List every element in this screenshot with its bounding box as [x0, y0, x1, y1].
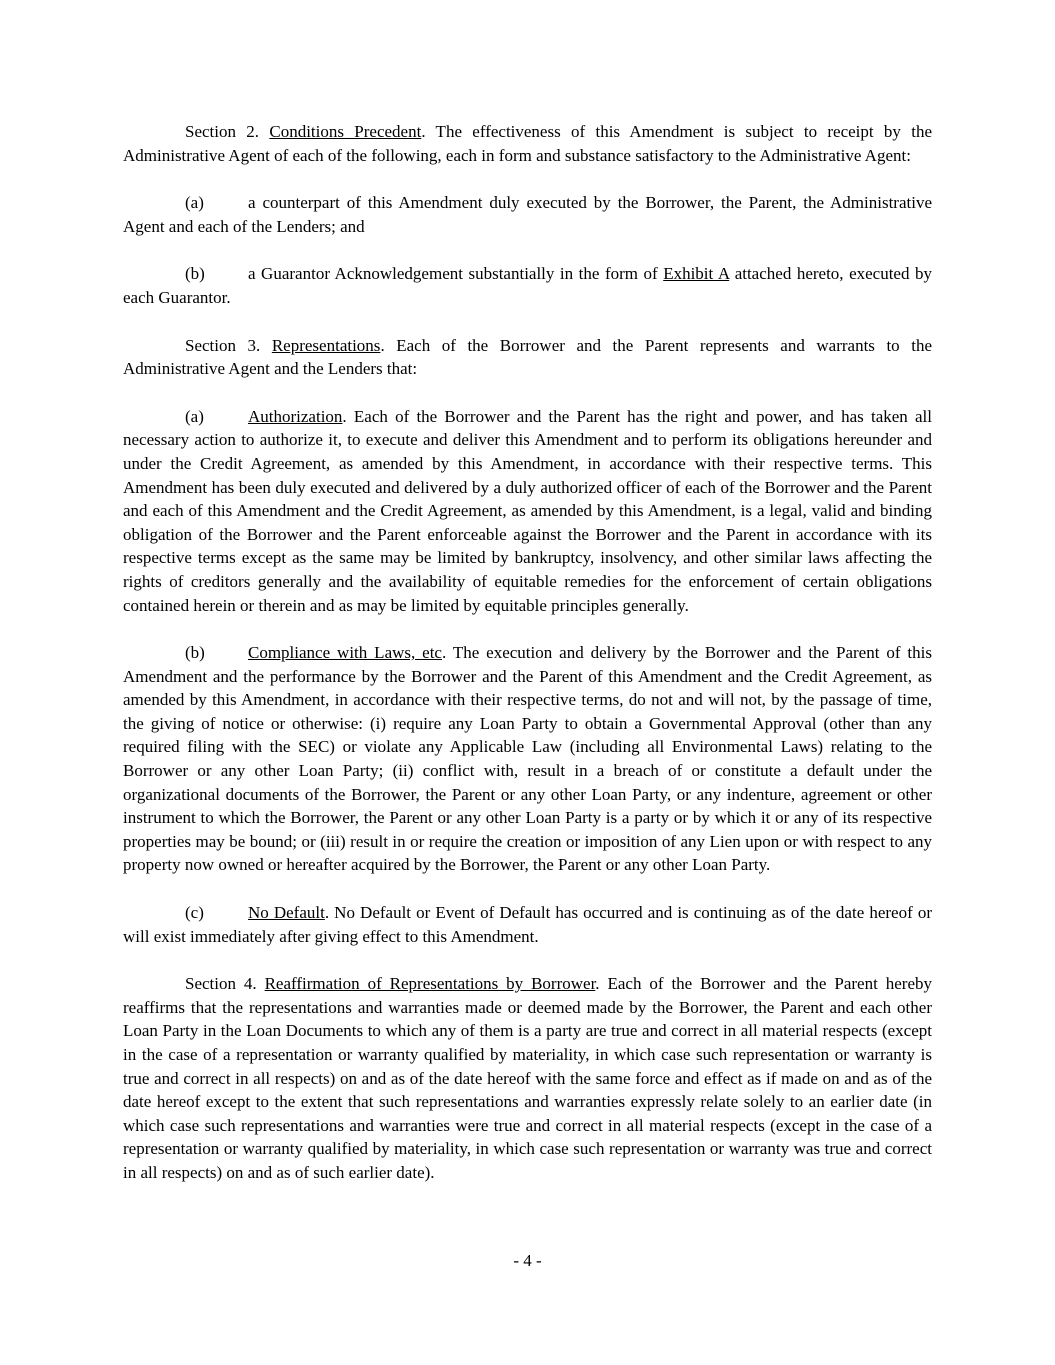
underlined-heading-text: Conditions Precedent	[269, 122, 422, 141]
text-run: . Each of the Borrower and the Parent represents and warrants to the Administrative Agent and the Lenders that:	[123, 335, 932, 379]
text-run: . No Default or Event of Default has occurred and is continuing as of the date hereof or will exist immediately after giving effect to this Amendment.	[123, 903, 932, 946]
underlined-exhibit-reference: Exhibit A	[663, 264, 730, 284]
text-run: Section 2.	[185, 122, 270, 141]
list-item-label: (b)	[185, 643, 205, 663]
list-item-label: (a)	[185, 193, 204, 213]
paragraph-item-a-counterpart	[123, 191, 932, 238]
list-item-label: (c)	[185, 903, 204, 923]
text-run: attached hereto, executed by each Guarantor.	[123, 264, 932, 307]
text-run: . Each of the Borrower and the Parent has the right and power, and has taken all necessary action to authorize it, to execute and deliver this Amendment and to perform its obligations hereunder and under the Credit Agreement, as amended by this Amendment, in accordance with their respective terms. This Amendment has been duly executed and delivered by a duly authorized officer of each of the Borrower and the Parent and each of this Amendment and the Credit Agreement, as amended by this Amendment, is a legal, valid and binding obligation of the Borrower and the Parent enforceable against the Borrower and the Parent in accordance with its respective terms except as the same may be limited by bankruptcy, insolvency, and other similar laws affecting the rights of creditors generally and the availability of equitable remedies for the enforcement of certain obligations contained herein or therein and as may be limited by equitable principles generally.	[123, 406, 932, 615]
underlined-subheading-text: Authorization	[248, 406, 343, 426]
list-item-label: (b)	[185, 264, 205, 284]
paragraph-item-b-guarantor	[123, 262, 932, 309]
underlined-subheading-text: Compliance with Laws, etc	[248, 643, 442, 663]
paragraph-section-2-heading	[123, 120, 932, 167]
underlined-heading-text: Representations	[271, 335, 381, 355]
text-run: a counterpart of this Amendment duly executed by the Borrower, the Parent, the Administrative Agent and each of the Lenders; and	[123, 193, 932, 236]
paragraph-item-c-no-default	[123, 901, 932, 948]
paragraph-section-4-heading	[123, 972, 932, 1184]
underlined-subheading-text: No Default	[248, 903, 325, 923]
text-run: Section 3.	[185, 335, 272, 355]
paragraph-item-b-compliance	[123, 641, 932, 877]
text-run: . The execution and delivery by the Borrower and the Parent of this Amendment and the performance by the Borrower and the Parent of this Amendment and the Credit Agreement, as amended by this Amendment, in accordance with their respective terms, do not and will not, by the passage of time, the giving of notice or otherwise: (i) require any Loan Party to obtain a Governmental Approval (other than any required filing with the SEC) or violate any Applicable Law (including all Environmental Laws) relating to the Borrower or any other Loan Party; (ii) conflict with, result in a breach of or constitute a default under the organizational documents of the Borrower, the Parent or any other Loan Party, or any indenture, agreement or other instrument to which the Borrower, the Parent or any other Loan Party is a party or by which it or any of its respective properties may be bound; or (iii) result in or require the creation or imposition of any Lien upon or with respect to any property now owned or hereafter acquired by the Borrower, the Parent or any other Loan Party.	[123, 643, 932, 875]
paragraph-item-a-authorization	[123, 405, 932, 617]
text-run: . The effectiveness of this Amendment is subject to receipt by the Administrative Agent of each of the following, each in form and substance satisfactory to the Administrative Agent:	[123, 122, 932, 165]
text-run: a Guarantor Acknowledgement substantially in the form of	[248, 264, 664, 284]
text-run: Section 4.	[185, 974, 265, 994]
page-number: - 4 -	[513, 1251, 542, 1271]
paragraph-section-3-heading	[123, 334, 932, 381]
list-item-label: (a)	[185, 406, 204, 426]
underlined-heading-text: Reaffirmation of Representations by Borrower	[264, 974, 596, 994]
text-run: . Each of the Borrower and the Parent hereby reaffirms that the representations and warranties made or deemed made by the Borrower, the Parent and each other Loan Party in the Loan Documents to which any of them is a party are true and correct in all material respects (except in the case of a representation or warranty qualified by materiality, in which case such representation or warranty is true and correct in all respects) on and as of the date hereof with the same force and effect as if made on and as of the date hereof except to the extent that such representations and warranties expressly relate solely to an earlier date (in which case such representations and warranties were true and correct in all material respects (except in the case of a representation or warranty qualified by materiality, in which case such representation or warranty was true and correct in all respects) on and as of such earlier date).	[123, 974, 932, 1182]
